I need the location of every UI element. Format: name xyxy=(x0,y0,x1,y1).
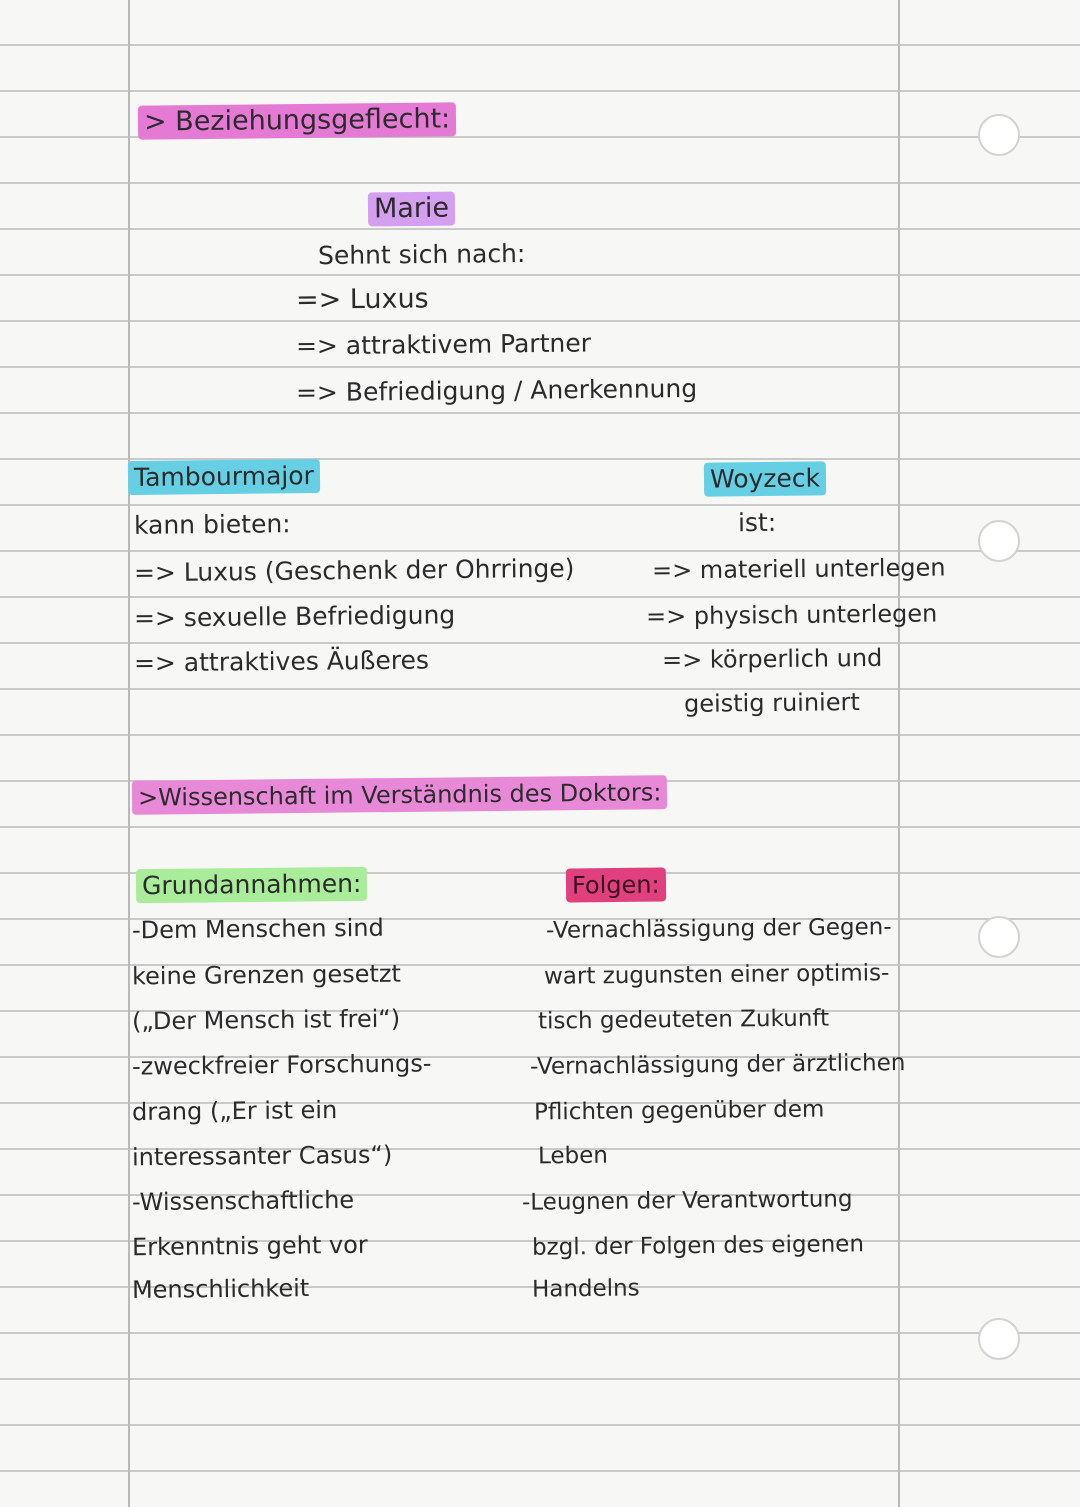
column-title-assumptions: Grundannahmen: xyxy=(136,867,368,903)
assumption-line: („Der Mensch ist frei“) xyxy=(131,1004,401,1036)
woyzeck-item: => physisch unterlegen xyxy=(645,599,938,631)
section-heading-relationships: > Beziehungsgeflecht: xyxy=(138,102,457,139)
character-name-tambourmajor: Tambourmajor xyxy=(128,459,320,495)
assumption-line: drang („Er ist ein xyxy=(131,1095,338,1127)
consequence-line: tisch gedeuteten Zukunft xyxy=(537,1005,830,1035)
woyzeck-item: => körperlich und xyxy=(661,643,883,675)
consequence-line: Handelns xyxy=(531,1275,640,1303)
marie-item: => attraktivem Partner xyxy=(295,328,592,361)
tambourmajor-item: => attraktives Äußeres xyxy=(133,645,430,678)
assumption-line: keine Grenzen gesetzt xyxy=(131,959,402,991)
section-heading-science: >Wissenschaft im Verständnis des Doktors: xyxy=(132,775,668,815)
tambourmajor-item: => Luxus (Geschenk der Ohrringe) xyxy=(133,553,575,588)
punch-hole xyxy=(978,916,1020,958)
consequence-line: -Vernachlässigung der Gegen- xyxy=(545,914,892,944)
consequence-line: -Leugnen der Verantwortung xyxy=(521,1186,853,1216)
character-name-marie: Marie xyxy=(368,192,455,227)
consequence-line: Leben xyxy=(537,1142,609,1170)
woyzeck-item: geistig ruiniert xyxy=(683,688,860,718)
assumption-line: -Wissenschaftliche xyxy=(131,1185,355,1217)
consequence-line: wart zugunsten einer optimis- xyxy=(543,960,890,990)
tambourmajor-item: => sexuelle Befriedigung xyxy=(133,600,456,633)
punch-hole xyxy=(978,520,1020,562)
consequence-line: -Vernachlässigung der ärztlichen xyxy=(529,1050,906,1080)
marie-intro: Sehnt sich nach: xyxy=(317,238,526,271)
assumption-line: interessanter Casus“) xyxy=(131,1140,393,1172)
punch-hole xyxy=(978,114,1020,156)
marie-item: => Luxus xyxy=(295,283,429,316)
punch-hole xyxy=(978,1318,1020,1360)
right-margin-line xyxy=(898,0,900,1507)
woyzeck-intro: ist: xyxy=(737,507,777,538)
marie-item: => Befriedigung / Anerkennung xyxy=(295,373,698,408)
assumption-line: -zweckfreier Forschungs- xyxy=(131,1049,432,1081)
tambourmajor-intro: kann bieten: xyxy=(133,509,291,540)
assumption-line: Erkenntnis geht vor xyxy=(131,1230,368,1262)
character-name-woyzeck: Woyzeck xyxy=(704,461,826,496)
woyzeck-item: => materiell unterlegen xyxy=(651,553,946,585)
consequence-line: bzgl. der Folgen des eigenen xyxy=(531,1231,865,1261)
assumption-line: Menschlichkeit xyxy=(131,1274,310,1304)
consequence-line: Pflichten gegenüber dem xyxy=(533,1096,825,1126)
assumption-line: -Dem Menschen sind xyxy=(131,913,384,945)
column-title-consequences: Folgen: xyxy=(566,867,666,902)
left-margin-line xyxy=(128,0,130,1507)
